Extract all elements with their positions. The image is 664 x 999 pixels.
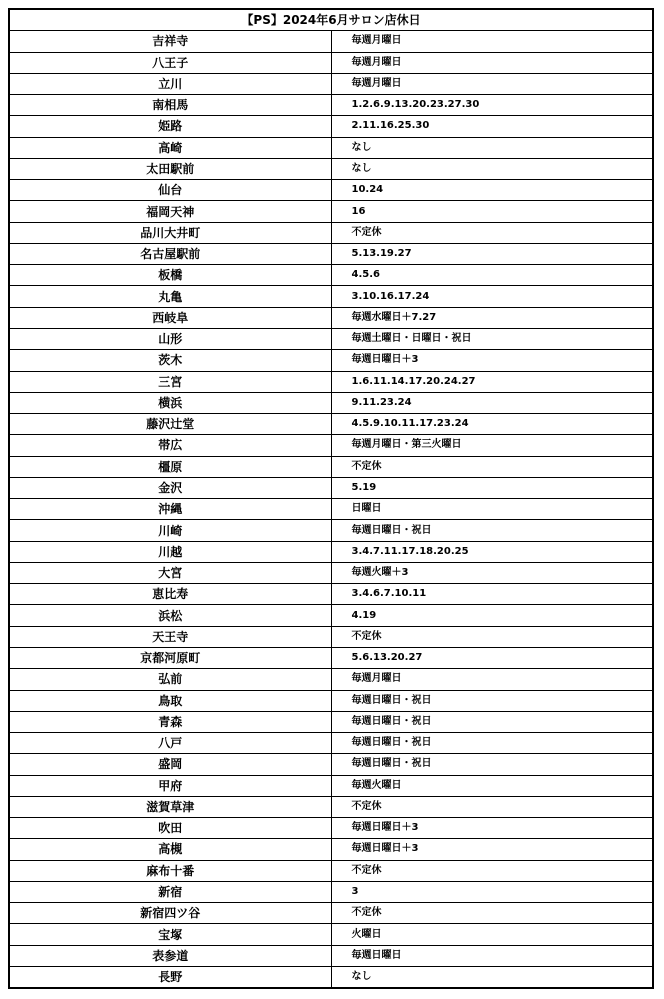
table-row [9,243,653,264]
table-row [9,839,653,860]
store-name-cell: 長野 [9,966,331,988]
store-name-cell: 金沢 [9,477,331,498]
closed-days-cell: 不定休 [331,860,653,881]
store-name-cell: 南相馬 [9,95,331,116]
store-name-cell: 品川大井町 [9,222,331,243]
closed-days-cell: なし [331,158,653,179]
table-row [9,350,653,371]
table-row [9,647,653,668]
table-title: 【PS】2024年6月サロン店休日 [9,9,653,31]
closed-days-cell: 毎週火曜日 [331,775,653,796]
table-row [9,95,653,116]
table-row [9,711,653,732]
store-name-cell: 吉祥寺 [9,31,331,52]
closed-days-cell: 毎週土曜日・日曜日・祝日 [331,328,653,349]
store-name-cell: 大宮 [9,562,331,583]
table-row [9,180,653,201]
store-name-cell: 川崎 [9,520,331,541]
table-row [9,818,653,839]
store-name-cell: 名古屋駅前 [9,243,331,264]
store-name-cell: 京都河原町 [9,647,331,668]
table-row [9,286,653,307]
table-row [9,414,653,435]
closed-days-cell: 日曜日 [331,499,653,520]
closed-days-cell: 4.5.6 [331,265,653,286]
closed-days-cell: 1.2.6.9.13.20.23.27.30 [331,95,653,116]
closed-days-cell: 3 [331,881,653,902]
closed-days-cell: 毎週月曜日 [331,52,653,73]
table-row [9,73,653,94]
closed-days-cell: 毎週日曜日・祝日 [331,690,653,711]
store-name-cell: 高崎 [9,137,331,158]
store-name-cell: 帯広 [9,435,331,456]
closed-days-cell: なし [331,137,653,158]
closed-days-cell: 1.6.11.14.17.20.24.27 [331,371,653,392]
closed-days-cell: 4.19 [331,605,653,626]
table-row [9,158,653,179]
closed-days-cell: 毎週日曜日＋3 [331,350,653,371]
closed-days-cell: 毎週日曜日・祝日 [331,754,653,775]
store-name-cell: 浜松 [9,605,331,626]
table-row [9,796,653,817]
store-name-cell: 弘前 [9,669,331,690]
closed-days-cell: 3.10.16.17.24 [331,286,653,307]
store-name-cell: 立川 [9,73,331,94]
table-row [9,562,653,583]
store-name-cell: 新宿四ツ谷 [9,903,331,924]
table-row [9,52,653,73]
table-row [9,754,653,775]
store-name-cell: 天王寺 [9,626,331,647]
closed-days-cell: 不定休 [331,456,653,477]
closed-days-cell: 毎週日曜日＋3 [331,818,653,839]
closed-days-cell: 毎週月曜日 [331,73,653,94]
table-row [9,584,653,605]
table-body [9,31,653,988]
store-name-cell: 沖縄 [9,499,331,520]
closed-days-cell: 毎週日曜日＋3 [331,839,653,860]
closed-days-cell: 2.11.16.25.30 [331,116,653,137]
store-name-cell: 八戸 [9,733,331,754]
store-name-cell: 宝塚 [9,924,331,945]
closed-days-cell: 9.11.23.24 [331,392,653,413]
table-row [9,392,653,413]
table-row [9,137,653,158]
table-row [9,328,653,349]
store-name-cell: 茨木 [9,350,331,371]
table-row [9,966,653,988]
store-name-cell: 藤沢辻堂 [9,414,331,435]
closed-days-cell: 毎週火曜＋3 [331,562,653,583]
store-name-cell: 表参道 [9,945,331,966]
closed-days-cell: 毎週月曜日・第三火曜日 [331,435,653,456]
table-row [9,31,653,52]
table-row [9,201,653,222]
closed-days-cell: 5.19 [331,477,653,498]
store-name-cell: 太田駅前 [9,158,331,179]
table-row [9,116,653,137]
closed-days-cell: 16 [331,201,653,222]
table-row [9,690,653,711]
closed-days-cell: 3.4.6.7.10.11 [331,584,653,605]
table-row [9,733,653,754]
store-name-cell: 恵比寿 [9,584,331,605]
table-row [9,456,653,477]
store-name-cell: 新宿 [9,881,331,902]
store-name-cell: 高槻 [9,839,331,860]
table-row [9,903,653,924]
closed-days-cell: 毎週水曜日＋7.27 [331,307,653,328]
table-row [9,520,653,541]
table-row [9,435,653,456]
closed-days-cell: 不定休 [331,626,653,647]
holiday-table [8,8,654,989]
store-name-cell: 仙台 [9,180,331,201]
title-row [9,9,653,31]
table-row [9,222,653,243]
store-name-cell: 盛岡 [9,754,331,775]
table-row [9,477,653,498]
holiday-sheet [8,8,654,989]
store-name-cell: 吹田 [9,818,331,839]
table-row [9,775,653,796]
closed-days-cell: 毎週日曜日・祝日 [331,520,653,541]
closed-days-cell: 10.24 [331,180,653,201]
store-name-cell: 橿原 [9,456,331,477]
table-row [9,499,653,520]
store-name-cell: 三宮 [9,371,331,392]
store-name-cell: 川越 [9,541,331,562]
table-row [9,307,653,328]
table-row [9,541,653,562]
store-name-cell: 西岐阜 [9,307,331,328]
closed-days-cell: 毎週日曜日 [331,945,653,966]
store-name-cell: 麻布十番 [9,860,331,881]
closed-days-cell: 不定休 [331,222,653,243]
store-name-cell: 甲府 [9,775,331,796]
table-row [9,626,653,647]
store-name-cell: 八王子 [9,52,331,73]
store-name-cell: 山形 [9,328,331,349]
store-name-cell: 福岡天神 [9,201,331,222]
table-row [9,265,653,286]
table-row [9,669,653,690]
table-row [9,860,653,881]
closed-days-cell: 不定休 [331,796,653,817]
table-row [9,605,653,626]
store-name-cell: 板橋 [9,265,331,286]
table-row [9,881,653,902]
closed-days-cell: 5.6.13.20.27 [331,647,653,668]
closed-days-cell: 3.4.7.11.17.18.20.25 [331,541,653,562]
store-name-cell: 姫路 [9,116,331,137]
store-name-cell: 鳥取 [9,690,331,711]
store-name-cell: 青森 [9,711,331,732]
table-row [9,924,653,945]
closed-days-cell: 4.5.9.10.11.17.23.24 [331,414,653,435]
closed-days-cell: 不定休 [331,903,653,924]
closed-days-cell: 毎週月曜日 [331,669,653,690]
closed-days-cell: 5.13.19.27 [331,243,653,264]
table-row [9,945,653,966]
closed-days-cell: 火曜日 [331,924,653,945]
store-name-cell: 滋賀草津 [9,796,331,817]
closed-days-cell: 毎週日曜日・祝日 [331,733,653,754]
closed-days-cell: なし [331,966,653,988]
store-name-cell: 横浜 [9,392,331,413]
closed-days-cell: 毎週月曜日 [331,31,653,52]
closed-days-cell: 毎週日曜日・祝日 [331,711,653,732]
table-row [9,371,653,392]
store-name-cell: 丸亀 [9,286,331,307]
